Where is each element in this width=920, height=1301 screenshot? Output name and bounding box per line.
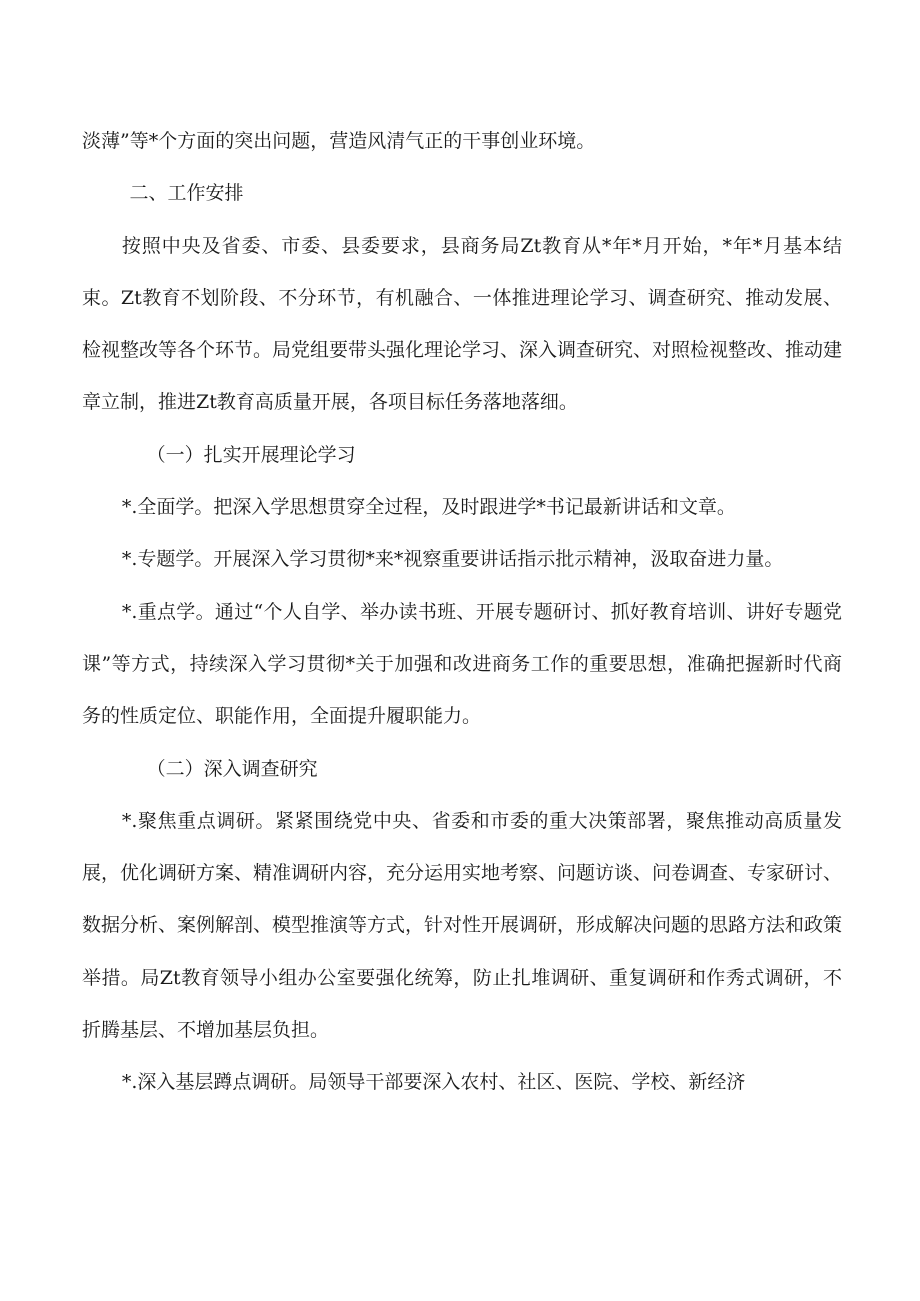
paragraph-key-study: *.重点学。通过“个人自学、举办读书班、开展专题研讨、抓好教育培训、讲好专题党课”等方式，持续深入学习贯彻*关于加强和改进商务工作的重要思想，准确把握新时代商务的性质定位、职能作用，全面提升履职能力。 xyxy=(82,600,842,728)
paragraph-focused-research: *.聚焦重点调研。紧紧围绕党中央、省委和市委的重大决策部署，聚焦推动高质量发展，优化调研方案、精准调研内容，充分运用实地考察、问题访谈、问卷调查、专家研讨、数据分析、案例解剖、模型推演等方式，针对性开展调研，形成解决问题的思路方法和政策举措。局Zt教育领导小组办公室要强化统筹，防止扎堆调研、重复调研和作秀式调研，不折腾基层、不增加基层负担。 xyxy=(82,809,843,1042)
paragraph-continuation: 淡薄”等*个方面的突出问题，营造风清气正的干事创业环境。 xyxy=(82,130,596,152)
subheading-theory-study: （一）扎实开展理论学习 xyxy=(146,443,356,466)
document-body xyxy=(82,115,842,1109)
section-heading-work-arrangement: 二、工作安排 xyxy=(129,182,244,205)
paragraph-comprehensive-study: *.全面学。把深入学思想贯穿全过程，及时跟进学*书记最新讲话和文章。 xyxy=(121,496,736,519)
paragraph-grassroots-research: *.深入基层蹲点调研。局领导干部要深入农村、社区、医院、学校、新经济 xyxy=(121,1071,746,1094)
subheading-investigation-research: （二）深入调查研究 xyxy=(146,757,318,780)
paragraph-thematic-study: *.专题学。开展深入学习贯彻*来*视察重要讲话指示批示精神，汲取奋进力量。 xyxy=(121,548,784,571)
paragraph-arrangement-overview: 按照中央及省委、市委、县委要求，县商务局Zt教育从*年*月开始，*年*月基本结束。Zt教育不划阶段、不分环节，有机融合、一体推进理论学习、调查研究、推动发展、检视整改等各个环节。局党组要带头强化理论学习、深入调查研究、对照检视整改、推动建章立制，推进Zt教育高质量开展，各项目标任务落地落细。 xyxy=(82,234,843,414)
